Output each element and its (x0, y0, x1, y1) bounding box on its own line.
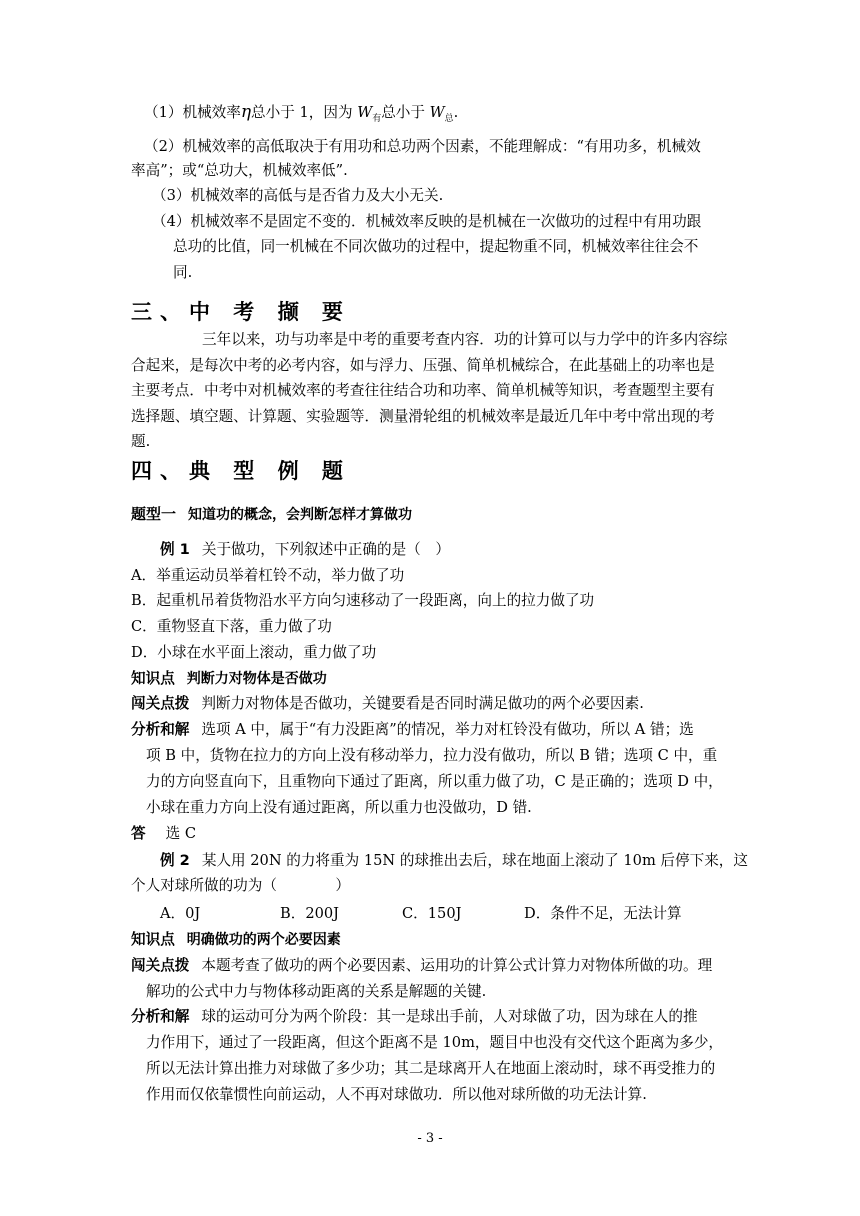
question-type-1-label: 题型一 (131, 505, 177, 523)
example-1-knowledge-point (131, 669, 731, 689)
point-4-line-2: 总功的比值，同一机械在不同次做功的过程中，提起物重不同，机械效率往往会不 (173, 238, 699, 255)
point-4-line-3: 同. (173, 264, 193, 281)
example-1-question (160, 540, 760, 560)
example-2-label: 例 2 (160, 852, 190, 869)
point-2-line-2: 率高”；或“总功大，机械效率低”. (131, 162, 348, 179)
example-2-knowledge-point (131, 930, 731, 950)
example-2-hint-line-1 (131, 956, 731, 976)
point-1 (144, 102, 744, 129)
example-1-analysis-line-2: 项 B 中，货物在拉力的方向上没有移动举力，拉力没有做功，所以 B 错；选项 C 中，重 (146, 747, 718, 764)
point-1-text-b: 总小于 1，因为 (251, 104, 358, 121)
analysis-label: 分析和解 (131, 1008, 190, 1025)
point-2-line-1: （2）机械效率的高低取决于有用功和总功两个因素，不能理解成：“有用功多，机械效 (144, 138, 701, 155)
example-1-answer (131, 824, 731, 844)
knowledge-point-text: 明确做功的两个必要因素 (186, 932, 341, 948)
example-2-question-line-1 (160, 851, 760, 871)
hint-text: 判断力对物体是否做功，关键要看是否同时满足做功的两个必要因素. (201, 695, 644, 712)
point-4-line-1: （4）机械效率不是固定不变的．机械效率反映的是机械在一次做功的过程中有用功跟 (152, 213, 702, 230)
section-4-heading: 四、典 型 例 题 (131, 459, 351, 483)
section-3-line-4: 选择题、填空题、计算题、实验题等．测量滑轮组的机械效率是最近几年中考中常出现的考 (131, 408, 715, 425)
example-2-question-text: 某人用 20N 的力将重为 15N 的球推出去后，球在地面上滚动了 10m 后停下来，这 (201, 852, 748, 869)
example-2-question-line-2: 个人对球所做的功为（ ） (131, 877, 350, 894)
w-useful-symbol: W (357, 104, 373, 121)
example-1-hint (131, 694, 731, 714)
section-3-heading: 三、中 考 撷 要 (131, 300, 351, 324)
hint-text: 本题考查了做功的两个必要因素、运用功的计算公式计算力对物体所做的功。理 (201, 957, 713, 974)
question-type-1-text: 知道功的概念，会判断怎样才算做功 (188, 507, 413, 523)
answer-text: 选 C (165, 825, 197, 842)
section-3-line-5: 题. (131, 433, 151, 450)
example-1-option-a: A．举重运动员举着杠铃不动，举力做了功 (131, 567, 405, 584)
point-1-end: . (453, 104, 459, 121)
example-2-hint-line-2: 解功的公式中力与物体移动距离的关系是解题的关键. (146, 983, 487, 1000)
example-2-analysis-line-2: 力作用下，通过了一段距离，但这个距离不是 10m，题目中也没有交代这个距离为多少， (146, 1034, 724, 1051)
answer-label: 答 (131, 825, 146, 842)
example-2-option-d: D．条件不足，无法计算 (524, 905, 682, 922)
example-2-analysis-line-4: 作用而仅依靠惯性向前运动，人不再对球做功．所以他对球所做的功无法计算. (146, 1086, 647, 1103)
knowledge-point-label: 知识点 (131, 931, 175, 948)
example-1-option-d: D．小球在水平面上滚动，重力做了功 (131, 644, 377, 661)
section-3-line-2: 合起来，是每次中考的必考内容，如与浮力、压强、简单机械综合，在此基础上的功率也是 (131, 357, 715, 374)
example-1-question-text: 关于做功，下列叙述中正确的是（ ） (201, 541, 450, 558)
eta-symbol: η (240, 102, 252, 122)
example-1-analysis-line-1 (131, 720, 731, 740)
point-1-text-a: （1）机械效率 (144, 104, 241, 121)
example-1-analysis-line-4: 小球在重力方向上没有通过距离，所以重力也没做功，D 错. (146, 799, 532, 816)
example-2-analysis-line-3: 所以无法计算出推力对球做了多少功；其二是球离开人在地面上滚动时，球不再受推力的 (146, 1060, 716, 1077)
example-2-option-c: C．150J (402, 905, 462, 922)
w-total-symbol: W (429, 104, 445, 121)
example-2-option-a: A．0J (160, 905, 201, 922)
example-2-options (160, 904, 760, 924)
page-number: - 3 - (417, 1131, 443, 1146)
hint-label: 闯关点拨 (131, 957, 190, 974)
example-1-analysis-line-3: 力的方向竖直向下，且重物向下通过了距离，所以重力做了功，C 是正确的；选项 D 中， (146, 773, 723, 790)
w-useful-subscript: 有 (372, 113, 382, 124)
analysis-text: 球的运动可分为两个阶段：其一是球出手前，人对球做了功，因为球在人的推 (201, 1008, 698, 1025)
example-1-option-b: B．起重机吊着货物沿水平方向匀速移动了一段距离，向上的拉力做了功 (131, 592, 595, 609)
section-3-line-3: 主要考点．中考中对机械效率的考查往往结合功和功率、简单机械等知识，考查题型主要有 (131, 382, 715, 399)
section-3-line-1: 三年以来，功与功率是中考的重要考查内容．功的计算可以与力学中的许多内容综 (202, 331, 728, 348)
question-type-1 (131, 504, 731, 525)
knowledge-point-label: 知识点 (131, 670, 175, 687)
point-3: （3）机械效率的高低与是否省力及大小无关. (152, 187, 444, 204)
analysis-label: 分析和解 (131, 721, 190, 738)
analysis-text: 选项 A 中，属于“有力没距离”的情况，举力对杠铃没有做功，所以 A 错；选 (201, 721, 694, 738)
example-1-label: 例 1 (160, 541, 190, 558)
knowledge-point-text: 判断力对物体是否做功 (186, 671, 327, 687)
point-1-text-c: 总小于 (381, 104, 430, 121)
example-2-analysis-line-1 (131, 1007, 731, 1027)
w-total-subscript: 总 (444, 113, 454, 124)
example-2-option-b: B．200J (280, 905, 340, 922)
example-1-option-c: C．重物竖直下落，重力做了功 (131, 618, 332, 635)
hint-label: 闯关点拨 (131, 695, 190, 712)
